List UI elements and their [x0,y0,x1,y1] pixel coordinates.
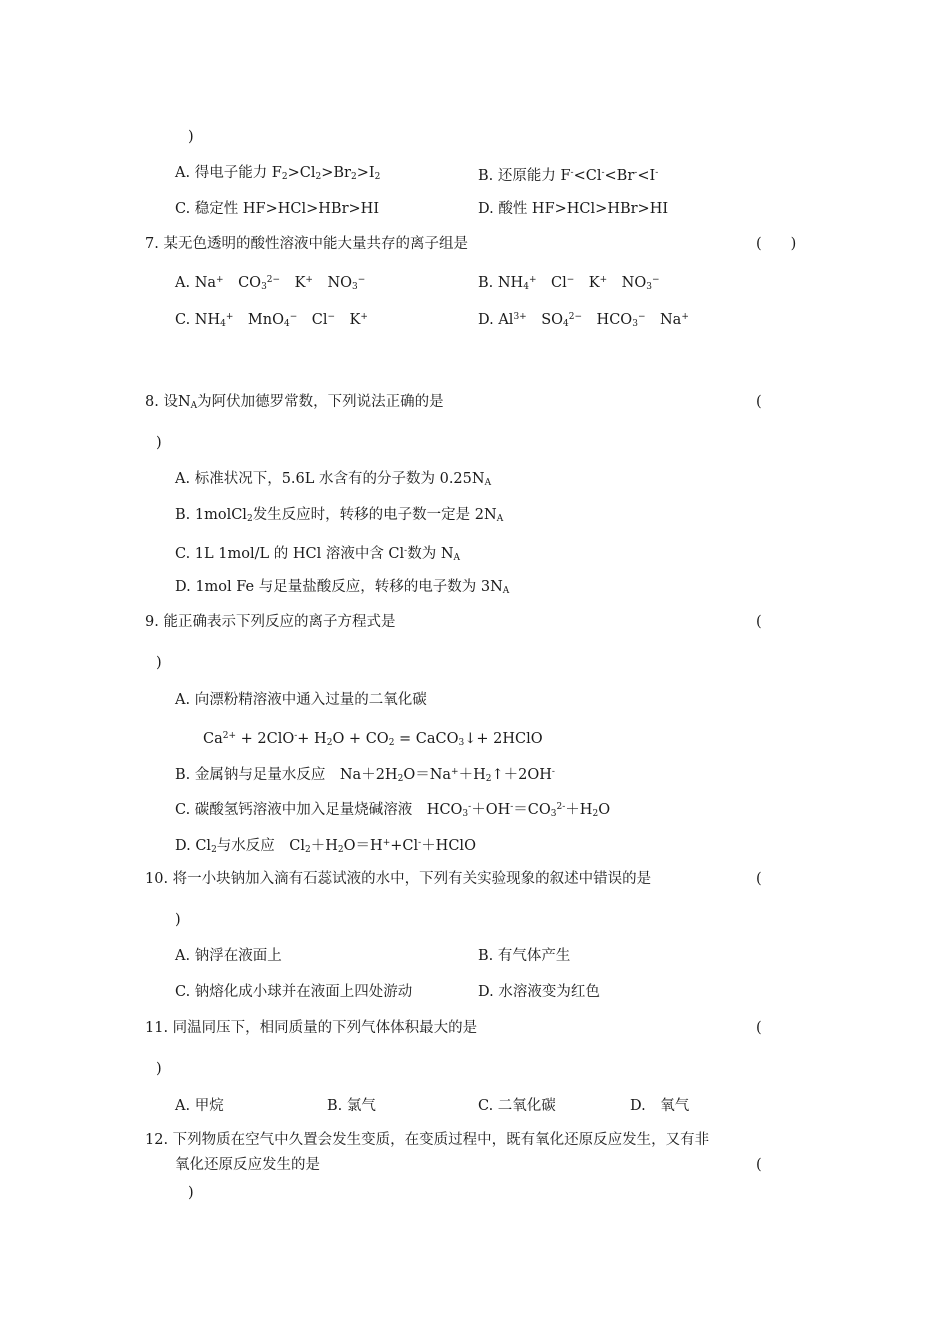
q11-close-paren: ) [156,1061,162,1077]
q10-open-paren: ( [756,871,762,887]
q7-answer-paren: ( ) [756,236,797,252]
q6-close-paren: ) [188,129,194,145]
q9-close-paren: ) [156,655,162,671]
q6-option-c: C. 稳定性 HF>HCl>HBr>HI [175,201,380,217]
q10-option-b: B. 有气体产生 [478,948,571,964]
q9-stem: 9. 能正确表示下列反应的离子方程式是 [145,614,396,630]
q8-option-c: C. 1L 1mol/L 的 HCl 溶液中含 Cl-数为 $N_A$ [175,546,461,563]
q7-option-a: A. Na+ $CO_3^{2-}$ K+ $NO_3^-$ [175,275,366,292]
q10-option-a: A. 钠浮在液面上 [175,948,282,964]
q11-option-b: B. 氯气 [327,1098,376,1114]
q11-open-paren: ( [756,1020,762,1036]
q8-open-paren: ( [756,394,762,410]
q10-close-paren: ) [175,912,181,928]
q9-option-b: B. 金属钠与足量水反应 $Na+2H_2O=Na^++H_2↑+2OH^-$ [175,767,555,784]
q11-option-d: D. 氧气 [630,1098,690,1114]
q9-open-paren: ( [756,614,762,630]
q11-option-c: C. 二氧化碳 [478,1098,556,1114]
q9-option-c: C. 碳酸氢钙溶液中加入足量烧碱溶液 $HCO_3^-+OH^-=CO_3^{2-}+H_2O$ [175,802,611,819]
q10-option-c: C. 钠熔化成小球并在液面上四处游动 [175,984,413,1000]
q6-option-b: B. 还原能力 F-<Cl-<Br-<I- [478,168,659,184]
q8-close-paren: ) [156,435,162,451]
q8-stem: 8. 设$N_A$为阿伏加德罗常数，下列说法正确的是 [145,394,444,411]
q8-option-d: D. 1mol Fe 与足量盐酸反应，转移的电子数为 $3N_A$ [175,579,510,596]
q6-option-d: D. 酸性 HF>HCl>HBr>HI [478,201,669,217]
q12-stem-line1: 12. 下列物质在空气中久置会发生变质，在变质过程中，既有氧化还原反应发生，又有非 [145,1132,710,1148]
q7-option-c: C. $NH_4^+$ MnO$_4$− Cl− K+ [175,312,368,329]
q7-option-d: D. $Al^{3+}$ $SO_4^{2-}$ $HCO_3^-$ Na+ [478,312,689,329]
q9-option-a-equation: $Ca^{2+} + 2ClO^-+ H_2O + CO_2$ = CaCO$_3$↓+ 2HClO [203,731,543,748]
q10-option-d: D. 水溶液变为红色 [478,984,600,1000]
q11-option-a: A. 甲烷 [175,1098,224,1114]
q6-option-a: A. 得电子能力 $F_2>Cl_2>Br_2>I_2$ [175,165,381,182]
q10-stem: 10. 将一小块钠加入滴有石蕊试液的水中，下列有关实验现象的叙述中错误的是 [145,871,652,887]
q12-close-paren: ) [188,1185,194,1201]
q8-option-b: B. 1molCl$_2$发生反应时，转移的电子数一定是 $2N_A$ [175,507,504,524]
q11-stem: 11. 同温同压下，相同质量的下列气体体积最大的是 [145,1020,478,1036]
q12-stem-line2: 氧化还原反应发生的是 [175,1157,320,1173]
q9-option-a: A. 向漂粉精溶液中通入过量的二氧化碳 [175,692,427,708]
q7-stem: 7. 某无色透明的酸性溶液中能大量共存的离子组是 [145,236,468,252]
q8-option-a: A. 标准状况下，5.6L 水含有的分子数为 $0.25N_A$ [175,471,492,488]
q9-option-d: D. $Cl_2$与水反应 $Cl_2+H_2O=H^++Cl^-+HClO$ [175,838,476,855]
q7-option-b: B. $NH_4^+$ Cl− K+ $NO_3^-$ [478,275,660,292]
q12-open-paren: ( [756,1157,762,1173]
